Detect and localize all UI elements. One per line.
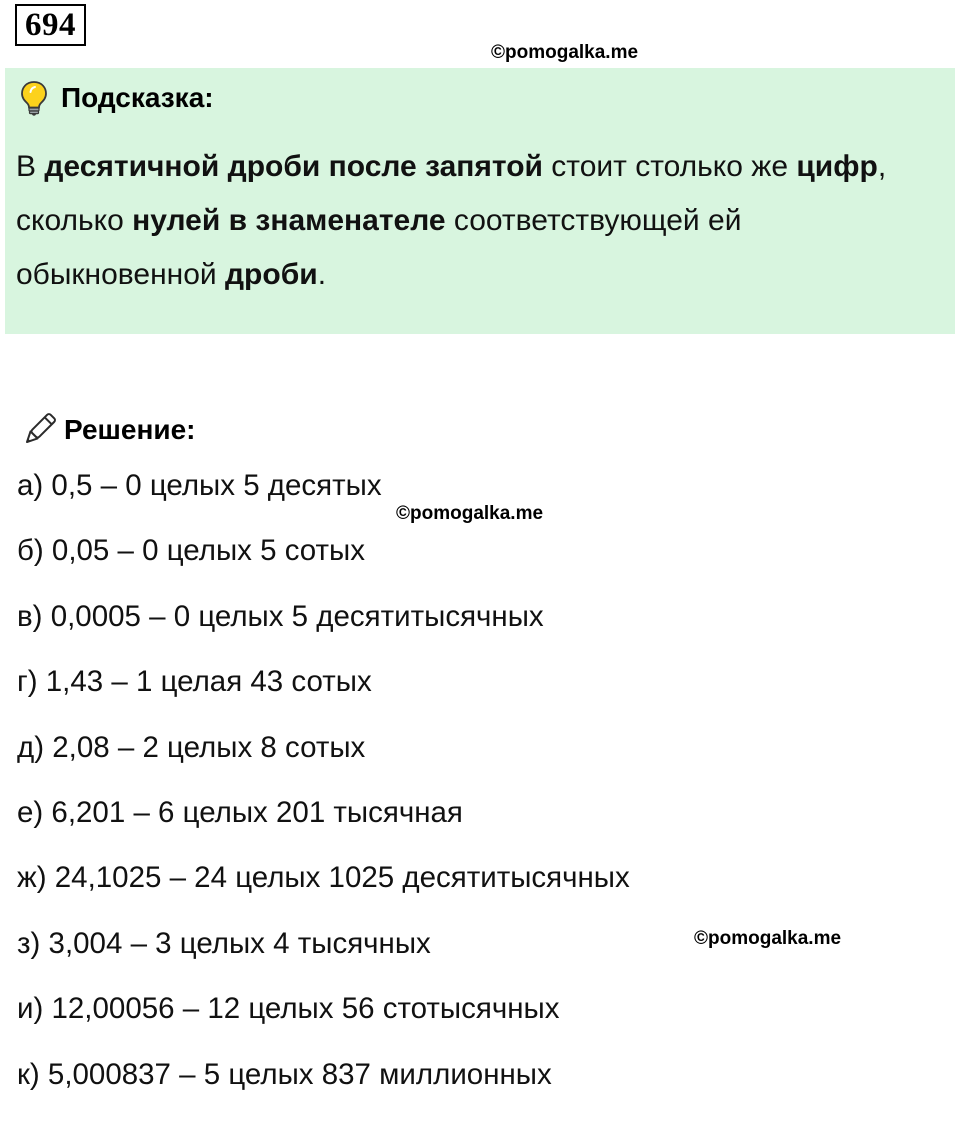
watermark: ©pomogalka.me xyxy=(396,503,544,524)
answer-item-b: б) 0,05 – 0 целых 5 сотых xyxy=(17,534,365,568)
answer-item-k: к) 5,000837 – 5 целых 837 миллионных xyxy=(17,1057,552,1091)
solution-title: Решение: xyxy=(64,414,196,445)
hint-text-run: стоит столько же xyxy=(542,150,797,183)
hint-title: Подсказка: xyxy=(61,82,214,113)
hint-header xyxy=(19,80,214,116)
answer-item-a: а) 0,5 – 0 целых 5 десятых xyxy=(17,469,382,502)
watermark: ©pomogalka.me xyxy=(694,928,842,949)
watermark: ©pomogalka.me xyxy=(491,42,639,63)
hint-emphasis: цифр xyxy=(796,150,878,183)
answer-item-z: з) 3,004 – 3 целых 4 тысячных xyxy=(17,926,431,960)
answer-item-zh: ж) 24,1025 – 24 целых 1025 десятитысячных xyxy=(17,861,630,895)
answer-item-e: е) 6,201 – 6 целых 201 тысячная xyxy=(17,795,463,829)
answer-item-g: г) 1,43 – 1 целая 43 сотых xyxy=(17,665,372,699)
answer-list xyxy=(17,470,630,1124)
hint-emphasis: дроби xyxy=(225,258,318,291)
lightbulb-icon xyxy=(19,80,49,116)
hint-box xyxy=(5,68,955,334)
hint-text-run: , сколько xyxy=(16,150,887,237)
answer-item-i: и) 12,00056 – 12 целых 56 стотысячных xyxy=(17,992,560,1026)
hint-text-run: соответствующей ей обыкновенной xyxy=(16,204,742,291)
task-number: 694 xyxy=(15,4,86,46)
hint-text xyxy=(16,140,946,302)
hint-text-run: В xyxy=(16,150,45,183)
hint-emphasis: десятичной дроби после запятой xyxy=(44,150,543,183)
answer-item-v: в) 0,0005 – 0 целых 5 десятитысячных xyxy=(17,599,544,633)
hint-emphasis: нулей в знаменателе xyxy=(132,204,446,237)
solution-header xyxy=(18,408,195,452)
pencil-icon xyxy=(18,409,60,451)
hint-text-run: . xyxy=(317,258,327,291)
answer-item-d: д) 2,08 – 2 целых 8 сотых xyxy=(17,730,366,764)
